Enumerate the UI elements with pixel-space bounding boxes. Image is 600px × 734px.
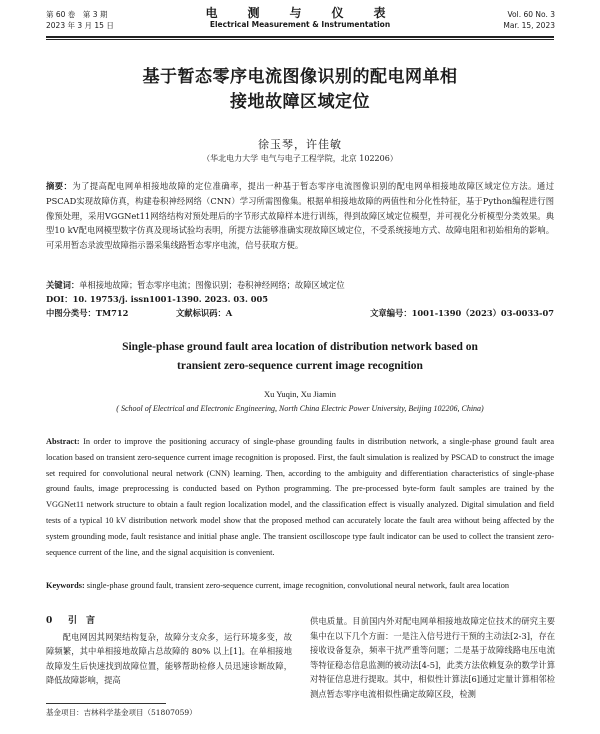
footnote-rule	[46, 703, 166, 704]
intro-paragraph-left: 配电网因其网架结构复杂，故障分支众多，运行环境多变，故障频繁，其中单相接地故障占总故障的 80% 以上[1]。在单相接地故障发生后快速找到故障位置，能够帮助检修人员迅速诊断故障，降低故障影响，提高	[46, 631, 292, 685]
footnote-funding: 基金项目：吉林科学基金项目（51807059）	[46, 708, 197, 717]
journal-name-en: Electrical Measurement & Instrumentation	[209, 20, 391, 29]
section-heading	[46, 614, 292, 629]
classification-row	[46, 307, 554, 321]
affiliation-en: ( School of Electrical and Electronic Engineering, North China Electric Power University, Beijing 102206, China)	[116, 404, 484, 413]
affiliation-cn: （华北电力大学 电气与电子工程学院，北京 102206）	[202, 154, 398, 163]
paper-title-cn-line2: 接地故障区域定位	[230, 92, 370, 112]
abstract-en	[46, 434, 554, 560]
header-date-cn: 2023 年 3 月 15 日	[46, 21, 114, 30]
keywords-cn-label: 关键词：	[46, 280, 80, 290]
intro-left-column	[46, 614, 292, 688]
keywords-en	[46, 578, 554, 593]
keywords-en-label: Keywords:	[46, 581, 85, 590]
section-title: 引 言	[68, 616, 96, 626]
paper-title-en-line2: transient zero-sequence current image recognition	[177, 360, 423, 372]
keywords-cn	[46, 279, 554, 292]
article-number: 文章编号：1001-1390（2023）03-0033-07	[370, 308, 554, 318]
abstract-en-text: In order to improve the positioning accuracy of single-phase grounding faults in distribution network, a single-phase ground fault area location based on transient zero-sequence current image recognition is proposed. First, the fault simulation is realized by PSCAD to construct the image set required for convolutional neural network (CNN) learning. Then, according to the ambiguity and differentiation characteristics of single-phase ground faults, image preprocessing is conducted based on Python programming. The pre-processed byte-form fault samples are trained by the VGGNet11 network structure to obtain a fault region localization model, and the classification effect is visually analyzed. Digital simulation and field tests of a typical 10 kV distribution network model show that the proposed method can accurately locate the fault area without being affected by the system grounding mode, fault resistance and initial phase angle. The transient oscilloscope type fault indicator can be used to collect the transient zero-sequence current of the line, and the signal acquisition is convenient.	[46, 437, 554, 557]
authors-cn: 徐玉琴，许佳敏	[258, 138, 342, 151]
keywords-en-text: single-phase ground fault, transient zero-sequence current, image recognition, convolutional neural network, fault area location	[84, 581, 510, 590]
abstract-cn-text: 为了提高配电网单相接地故障的定位准确率，提出一种基于暂态零序电流图像识别的配电网单相接地故障区域定位方法。通过PSCAD实现故障仿真，构建卷积神经网络（CNN）学习所需图像集。根据单相接地故障的两值性和分化性特征，基于Python编程进行图像预处理，采用VGGNet11网络结构对预处理后的字节形式故障样本进行训练，得到故障区域定位模型，并可视化分析模型分类效果。典型10 kV配电网模型数字仿真及现场试验均表明，所提方法能够准确实现故障区域定位，不受系统接地方式、故障电阻和初始相角的影响。可采用暂态录波型故障指示器采集线路暂态零序电流，信号获取方便。	[46, 181, 554, 251]
header-volume-info-en	[503, 9, 555, 31]
header-rule-thick	[46, 36, 554, 38]
abstract-en-label: Abstract:	[46, 437, 80, 446]
header-volume-cn: 第 60 卷 第 3 期	[46, 10, 108, 19]
paper-title-cn-line1: 基于暂态零序电流图像识别的配电网单相	[142, 67, 458, 87]
intro-paragraph-right: 供电质量。目前国内外对配电网单相接地故障定位技术的研究主要集中在以下几个方面：一是注入信号进行干预的主动法[2-3]，存在接收设备复杂，频率干扰严重等问题；二是基于故障线路电压电流等特征稳态信息监测的被动法[4-5]，此类方法依赖复杂的数学计算对特征信息进行提取。其中，相似性计算法[6]通过定量计算相邻检测点暂态零序电流相似性确定故障区段，检测	[310, 616, 555, 699]
section-number: 0	[46, 616, 53, 626]
document-code: 文献标识码：A	[176, 308, 233, 318]
header-volume-en: Vol. 60 No. 3	[507, 10, 555, 19]
clc-number: 中图分类号：TM712	[46, 308, 129, 318]
header-volume-info	[46, 9, 114, 31]
keywords-cn-text: 单相接地故障；暂态零序电流；图像识别；卷积神经网络；故障区域定位	[79, 280, 345, 290]
journal-name-cn: 电 测 与 仪 表	[205, 6, 395, 20]
paper-title-cn	[46, 65, 554, 115]
intro-right-column	[310, 614, 555, 701]
header-date-en: Mar. 15, 2023	[503, 21, 555, 30]
doi: DOI：10. 19753/j. issn1001-1390. 2023. 03. 005	[46, 294, 269, 304]
abstract-cn-label: 摘要：	[46, 181, 73, 191]
paper-title-en-line1: Single-phase ground fault area location of distribution network based on	[122, 341, 478, 353]
abstract-cn	[46, 179, 554, 253]
authors-en: Xu Yuqin, Xu Jiamin	[264, 389, 336, 399]
header-journal	[200, 6, 400, 30]
paper-title-en	[46, 338, 554, 376]
header-rule-thin	[46, 39, 554, 40]
